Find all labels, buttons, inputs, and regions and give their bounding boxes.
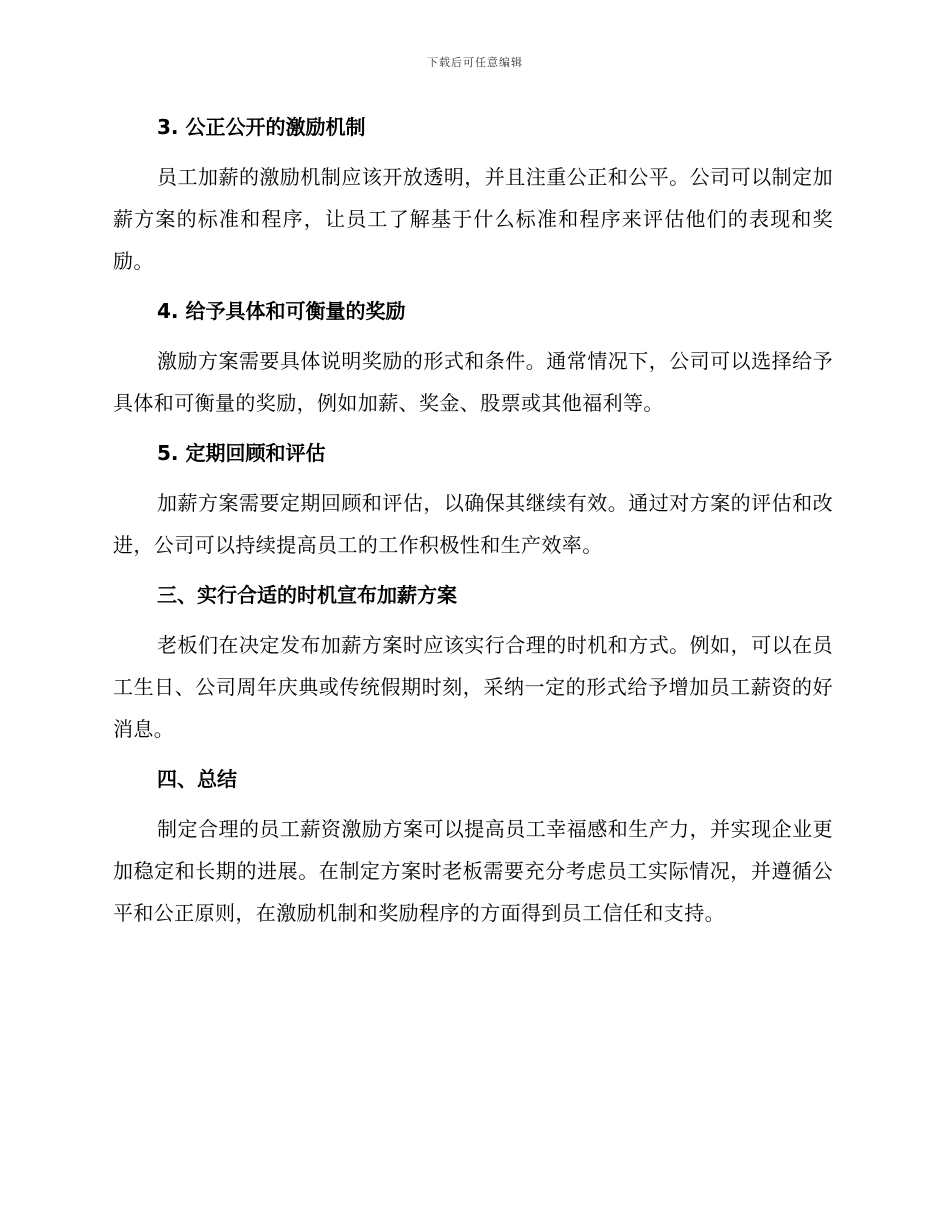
section-heading-periodic-review: 5. 定期回顾和评估 xyxy=(157,441,326,465)
section-heading-announcement-timing: 三、实行合适的时机宣布加薪方案 xyxy=(157,583,457,607)
section-heading-measurable-rewards: 4. 给予具体和可衡量的奖励 xyxy=(157,299,406,323)
section-heading-summary: 四、总结 xyxy=(157,767,237,791)
section-paragraph-measurable-rewards: 激励方案需要具体说明奖励的形式和条件。通常情况下，公司可以选择给予具体和可衡量的奖励，例如加薪、奖金、股票或其他福利等。 xyxy=(113,349,833,415)
section-heading-fair-incentive: 3. 公正公开的激励机制 xyxy=(157,115,366,139)
page-header: 下载后可任意编辑 xyxy=(427,56,523,69)
section-paragraph-announcement-timing: 老板们在决定发布加薪方案时应该实行合理的时机和方式。例如，可以在员工生日、公司周年庆典或传统假期时刻，采纳一定的形式给予增加员工薪资的好消息。 xyxy=(113,633,833,741)
section-paragraph-fair-incentive: 员工加薪的激励机制应该开放透明，并且注重公正和公平。公司可以制定加薪方案的标准和程序，让员工了解基于什么标准和程序来评估他们的表现和奖励。 xyxy=(113,165,833,273)
section-paragraph-periodic-review: 加薪方案需要定期回顾和评估，以确保其继续有效。通过对方案的评估和改进，公司可以持续提高员工的工作积极性和生产效率。 xyxy=(113,491,833,557)
document-body xyxy=(113,108,833,944)
section-paragraph-summary: 制定合理的员工薪资激励方案可以提高员工幸福感和生产力，并实现企业更加稳定和长期的进展。在制定方案时老板需要充分考虑员工实际情况，并遵循公平和公正原则，在激励机制和奖励程序的方面得到员工信任和支持。 xyxy=(113,817,833,925)
